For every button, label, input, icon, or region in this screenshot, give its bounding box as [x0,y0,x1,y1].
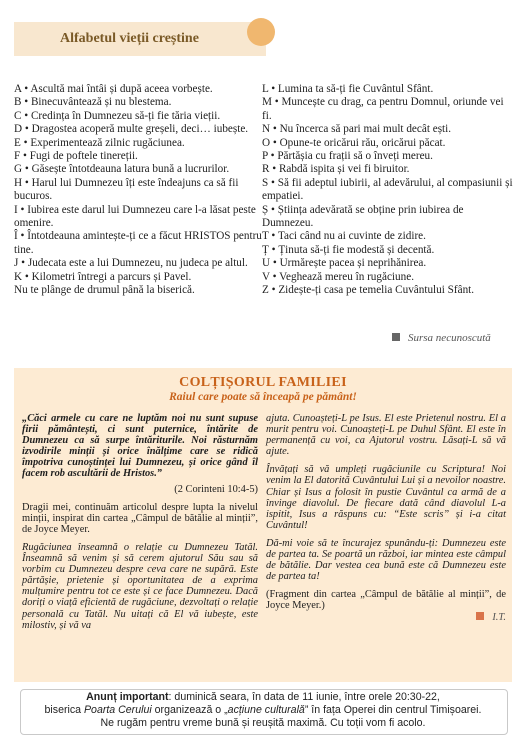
announcement-text [22,691,504,730]
alphabet-item: Z • Zidește-ți casa pe temelia Cuvântului Sfânt. [262,284,475,297]
signature [266,612,506,623]
alphabet-item: M • Muncește cu drag, ca pentru Domnul, oriunde vei fi. [262,96,504,122]
article-intro: Dragii mei, continuăm articolul despre lupta la nivelul minții, inspirat din cartea „Câmpul de bătălie al minții”, de Joyce Meyer. [22,501,258,535]
alphabet-item: H • Harul lui Dumnezeu îți este îndeajuns ca să fii bucuros. [14,176,239,203]
alphabet-item: Ș • Știința adevărată se obține prin iubirea de Dumnezeu. [262,203,464,230]
signature-text: I.T. [492,611,506,623]
announcement-line-2: biserica Poarta Cerului organizează o „acțiune culturală” în fața Operei din centrul Timișoarei. [44,704,482,716]
alphabet-item: L • Lumina ta să-ți fie Cuvântul Sfânt. [262,83,434,95]
church-name: Poarta Cerului [83,704,152,716]
alphabet-item: B • Binecuvântează și nu blestema. [14,96,172,109]
announcement-line-3: Ne rugăm pentru vreme bună și reușită maximă. Cu toții vom fi acolo. [100,717,426,729]
alphabet-item: D • Dragostea acoperă multe greșeli, deci… iubește. [14,123,249,136]
alphabet-item: S • Să fii adeptul iubirii, al adevărului, al compasiunii și empatiei. [262,176,513,203]
announcement-line-1: Anunț important: duminică seara, în data de 11 iunie, între orele 20:30-22, [86,691,440,703]
alphabet-item: O • Opune-te oricărui rău, oricărui păcat. [262,136,446,149]
page-title: Alfabetul vieții creștine [60,31,199,46]
article-paragraph: Învățați să vă umpleți rugăciunile cu Scriptura! Noi venim la El datorită Cuvântului Lui și a nevoilor noastre. Chiar și Isus a folosit în pustie Cuvântul ca armă de a învinge diavolul. De fiecare dată când diavolul L-a ispitit, Isus a răspuns cu: “Este scris” și i-a citat Cuvântul! [266,464,506,531]
alphabet-item: J • Judecata este a lui Dumnezeu, nu judeca pe altul. [14,257,248,270]
scripture-reference: (2 Corinteni 10:4-5) [174,483,258,495]
square-bullet-icon [392,333,400,341]
square-bullet-icon [476,612,484,620]
alphabet-item: A • Ascultă mai întâi și după aceea vorbește. [14,83,213,95]
source-note [392,332,491,344]
alphabet-item: Nu te plânge de drumul până la biserică. [14,284,195,297]
article-paragraph: Dă-mi voie să te încurajez spunându-ți: Dumnezeu este de partea ta. Se poartă un război, iar mintea este câmpul de bătălie. Dar vestea cea bună este că Dumnezeu este de partea ta! [266,537,506,583]
alphabet-item: P • Părtășia cu frații să o înveți mereu. [262,150,433,163]
article-paragraph: ajuta. Cunoașteți-L pe Isus. El este Prietenul nostru. El a murit pentru voi. Cunoașteți-L pe Duhul Sfânt. El este în permanență cu voi, ca Ajutorul vostru. Lăsați-L să vă ajute. [266,413,506,458]
alphabet-left-column [14,83,262,298]
source-text: Sursa necunoscută [408,332,491,344]
family-right-column [266,413,506,623]
alphabet-item: I • Iubirea este darul lui Dumnezeu care l-a lăsat peste omenire. [14,203,256,230]
family-left-column [22,413,258,631]
alphabet-item: Ț • Ținuta să-ți fie modestă și decentă. [262,243,435,256]
alphabet-item: F • Fugi de poftele tinereții. [14,150,138,163]
family-section-subtitle: Raiul care poate să înceapă pe pământ! [169,391,357,403]
announcement-label: Anunț important [86,691,169,703]
article-paragraph: Rugăciunea înseamnă o relație cu Dumnezeu Tatăl. Înseamnă să venim și să cerem ajutorul Său sau să vorbim cu Dumnezeu despre ceva care ne supără. Este părtășie, prietenie și oportunitatea de a exprima mulțumire pentru tot ce este și ce face Dumnezeu. Dacă doriți o viață eficientă de rugăciune, dezvoltați o relație personală cu Tatăl. Nu uitați că El vă iubește, este milostiv, și vă va [22,541,258,631]
alphabet-item: N • Nu încerca să pari mai mult decât ești. [262,123,452,136]
fragment-note: (Fragment din cartea „Câmpul de bătălie al minții”, de Joyce Meyer.) [266,589,506,612]
alphabet-item: V • Veghează mereu în rugăciune. [262,270,414,283]
alphabet-item: T • Taci când nu ai cuvinte de zidire. [262,230,426,243]
scripture-quote: „Căci armele cu care ne luptăm noi nu sunt supuse firii pământești, ci sunt puternice, întărite de Dumnezeu ca să surpe întăriturile. Noi răsturnăm izvodirile minții și orice înălțime care se ridică împotriva cunoștinței lui Dumnezeu, și orice gând îl facem rob ascultării de Hristos.” [22,413,258,480]
alphabet-item: C • Credința în Dumnezeu să-ți fie tăria vieții. [14,109,221,122]
alphabet-item: R • Rabdă ispita și vei fi biruitor. [262,163,410,176]
alphabet-right-column [262,83,514,298]
event-name: acțiune culturală [227,704,305,716]
alphabet-item: E • Experimentează zilnic rugăciunea. [14,136,185,149]
alphabet-item: K • Kilometri întregi a parcurs și Pavel. [14,270,192,283]
alphabet-item: G • Găsește întotdeauna latura bună a lucrurilor. [14,163,230,176]
alphabet-item: Î • Întotdeauna amintește-ți ce a făcut HRISTOS pentru tine. [14,230,262,256]
alphabet-item: U • Urmărește pacea și neprihănirea. [262,257,427,270]
family-section-title: COLȚIȘORUL FAMILIEI [179,375,347,390]
